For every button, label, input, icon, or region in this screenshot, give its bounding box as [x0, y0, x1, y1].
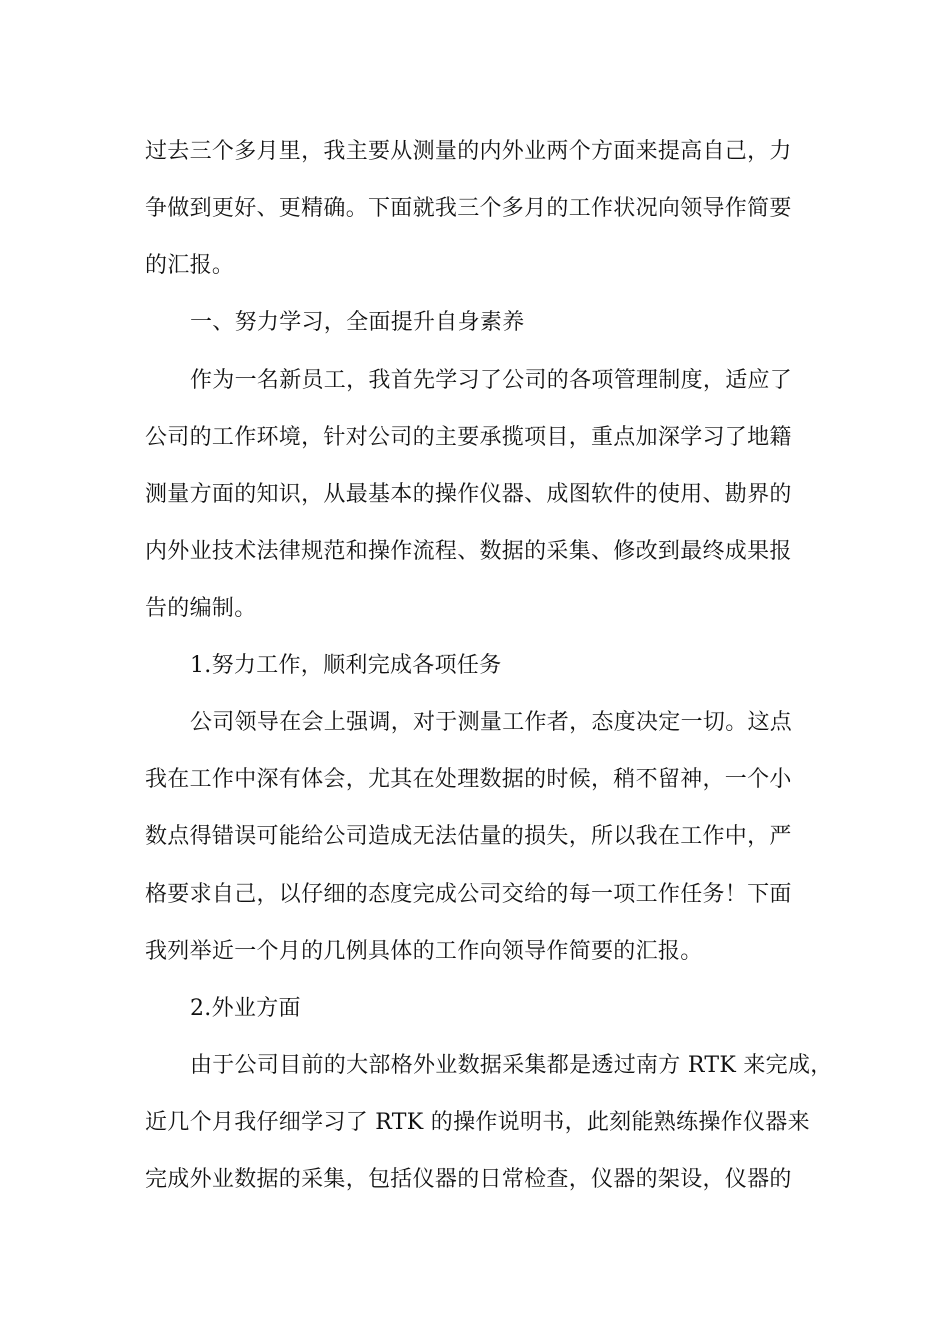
paragraph-1-line-1: 过去三个多月里，我主要从测量的内外业两个方面来提高自己，力 — [145, 139, 792, 164]
section-heading-1: 一、努力学习，全面提升自身素养 — [190, 310, 525, 335]
paragraph-1-line-3: 的汇报。 — [145, 253, 235, 278]
paragraph-4-line-2: 近几个月我仔细学习了 RTK 的操作说明书，此刻能熟练操作仪器来 — [145, 1110, 810, 1135]
paragraph-3-line-3: 数点得错误可能给公司造成无法估量的损失，所以我在工作中，严 — [145, 824, 792, 849]
paragraph-3-line-5: 我列举近一个月的几例具体的工作向领导作简要的汇报。 — [145, 939, 703, 964]
paragraph-3-line-4: 格要求自己，以仔细的态度完成公司交给的每一项工作任务！下面 — [145, 882, 792, 907]
paragraph-2-line-5: 告的编制。 — [145, 596, 257, 621]
paragraph-3-line-1: 公司领导在会上强调，对于测量工作者，态度决定一切。这点 — [190, 710, 793, 735]
paragraph-4-line-3: 完成外业数据的采集，包括仪器的日常检查，仪器的架设，仪器的 — [145, 1167, 792, 1192]
paragraph-2-line-2: 公司的工作环境，针对公司的主要承揽项目，重点加深学习了地籍 — [145, 425, 792, 450]
paragraph-1-line-2: 争做到更好、更精确。下面就我三个多月的工作状况向领导作简要 — [145, 196, 792, 221]
paragraph-3-line-2: 我在工作中深有体会，尤其在处理数据的时候，稍不留神，一个小 — [145, 767, 792, 792]
section-heading-3: 2.外业方面 — [190, 996, 301, 1021]
paragraph-2-line-1: 作为一名新员工，我首先学习了公司的各项管理制度，适应了 — [190, 368, 793, 393]
section-heading-2: 1.努力工作，顺利完成各项任务 — [190, 653, 502, 678]
paragraph-2-line-4: 内外业技术法律规范和操作流程、数据的采集、修改到最终成果报 — [145, 539, 792, 564]
paragraph-2-line-3: 测量方面的知识，从最基本的操作仪器、成图软件的使用、勘界的 — [145, 482, 792, 507]
paragraph-4-line-1: 由于公司目前的大部格外业数据采集都是透过南方 RTK 来完成， — [190, 1053, 833, 1078]
